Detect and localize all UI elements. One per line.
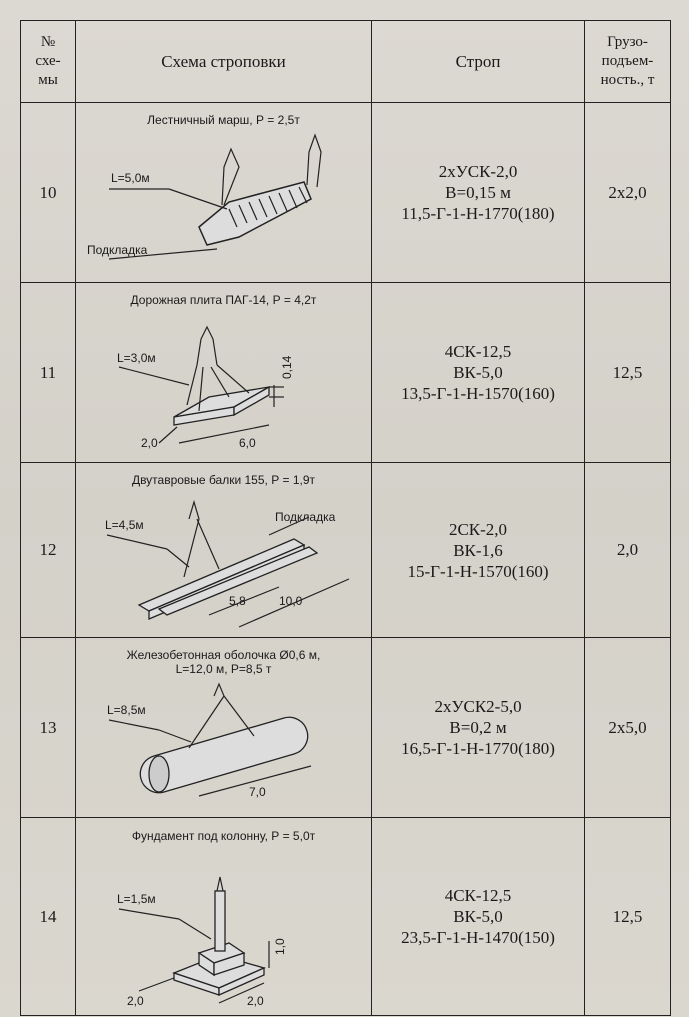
label-length: L=3,0м <box>116 350 156 365</box>
label-pad: Подкладка <box>86 242 147 257</box>
scheme-cell <box>76 638 372 818</box>
scheme-title: Железобетонная оболочка Ø0,6 м, <box>126 648 321 662</box>
label-thickness: 0,14 <box>279 355 294 379</box>
label-width: 2,0 <box>126 994 144 1008</box>
label-pad: Подкладка <box>274 509 335 524</box>
row-num: 14 <box>21 818 76 1016</box>
sling-table <box>20 20 671 1016</box>
row-num: 11 <box>21 283 76 463</box>
sling-cell: 2СК-2,0 ВК-1,6 15-Г-1-Н-1570(160) <box>372 463 585 638</box>
label-length: L=4,5м <box>104 517 144 532</box>
row-num: 13 <box>21 638 76 818</box>
scheme-title-2: L=12,0 м, Р=8,5 т <box>175 662 272 676</box>
label-depth: 6,0 <box>238 435 256 450</box>
label-depth: 2,0 <box>246 994 264 1008</box>
scheme-title: Фундамент под колонну, Р = 5,0т <box>131 829 316 843</box>
label-height: 1,0 <box>272 938 287 955</box>
label-dim: 7,0 <box>248 785 266 799</box>
scheme-title: Дорожная плита ПАГ-14, Р = 4,2т <box>130 292 317 307</box>
table-row <box>21 638 671 818</box>
stair-diagram <box>79 127 369 277</box>
sling-cell: 4СК-12,5 ВК-5,0 13,5-Г-1-Н-1570(160) <box>372 283 585 463</box>
capacity-cell: 12,5 <box>585 283 671 463</box>
label-dim1: 5,8 <box>228 593 246 608</box>
label-width: 2,0 <box>140 435 158 450</box>
capacity-cell: 2х2,0 <box>585 103 671 283</box>
table-row <box>21 818 671 1016</box>
scheme-cell <box>76 818 372 1016</box>
scheme-cell <box>76 283 372 463</box>
scheme-cell <box>76 103 372 283</box>
capacity-cell: 2,0 <box>585 463 671 638</box>
table-row <box>21 283 671 463</box>
sling-cell: 2хУСК-2,0 В=0,15 м 11,5-Г-1-Н-1770(180) <box>372 103 585 283</box>
scheme-cell <box>76 463 372 638</box>
row-num: 12 <box>21 463 76 638</box>
label-length: L=5,0м <box>110 170 150 185</box>
scheme-title: Лестничный марш, Р = 2,5т <box>147 112 300 127</box>
header-capacity: Грузо- подъем- ность., т <box>585 21 671 103</box>
header-row <box>21 21 671 103</box>
capacity-cell: 12,5 <box>585 818 671 1016</box>
label-length: L=1,5м <box>116 892 156 906</box>
row-num: 10 <box>21 103 76 283</box>
foundation-diagram <box>79 843 369 1008</box>
label-dim2: 10,0 <box>278 593 302 608</box>
table-row <box>21 463 671 638</box>
shell-diagram <box>79 676 369 811</box>
capacity-cell: 2х5,0 <box>585 638 671 818</box>
header-sling: Строп <box>372 21 585 103</box>
header-scheme: Схема строповки <box>76 21 372 103</box>
sling-cell: 2хУСК2-5,0 В=0,2 м 16,5-Г-1-Н-1770(180) <box>372 638 585 818</box>
table-row <box>21 103 671 283</box>
label-length: L=8,5м <box>106 703 146 717</box>
header-num: № схе- мы <box>21 21 76 103</box>
beam-diagram <box>79 487 369 632</box>
slab-diagram <box>79 307 369 457</box>
scheme-title: Двутавровые балки 155, Р = 1,9т <box>131 472 316 487</box>
sling-cell: 4СК-12,5 ВК-5,0 23,5-Г-1-Н-1470(150) <box>372 818 585 1016</box>
